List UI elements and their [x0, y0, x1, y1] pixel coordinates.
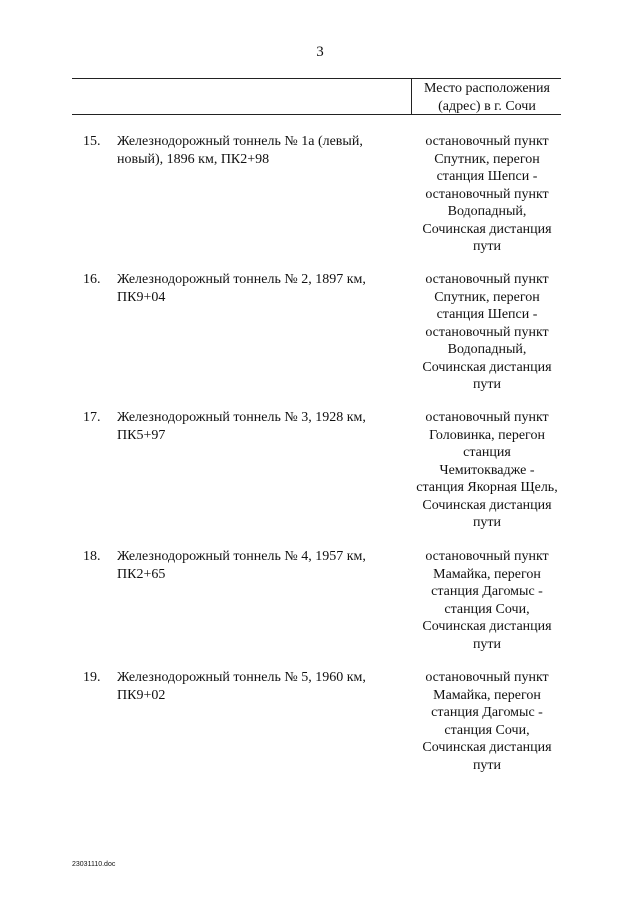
tunnel-description	[117, 548, 401, 583]
location-line: станция Дагомыс -	[431, 584, 543, 599]
description-line: новый), 1896 км, ПК2+98	[117, 151, 270, 167]
location-line: Спутник, перегон	[434, 151, 540, 167]
location-line: остановочный пункт	[425, 186, 549, 202]
description-line: Железнодорожный тоннель № 3, 1928 км,	[117, 410, 366, 425]
location-line: остановочный пункт	[425, 134, 549, 149]
location-line: Спутник, перегон	[434, 289, 540, 305]
location-line: Сочинская дистанция	[422, 497, 552, 513]
location-line: остановочный пункт	[425, 549, 549, 564]
description-line: Железнодорожный тоннель № 1а (левый,	[117, 134, 363, 149]
location-line: остановочный пункт	[425, 670, 549, 685]
tunnel-location	[413, 669, 561, 774]
location-line: станция Якорная Щель,	[416, 480, 558, 495]
location-line: пути	[472, 239, 502, 254]
description-line: ПК5+97	[117, 427, 166, 443]
location-line: Сочинская дистанция	[422, 740, 552, 755]
location-line: пути	[472, 636, 502, 652]
location-line: остановочный пункт	[425, 324, 549, 340]
tunnel-location	[413, 271, 561, 394]
description-line: ПК2+65	[117, 566, 166, 582]
tunnel-description	[117, 669, 401, 704]
row-number: 15.	[83, 134, 101, 149]
location-line: Водопадный,	[447, 204, 527, 219]
tunnel-description	[117, 409, 401, 444]
description-line: ПК9+04	[117, 289, 166, 305]
location-line: Чемитоквадже -	[439, 462, 535, 478]
description-line: ПК9+02	[117, 687, 166, 703]
page-number: 3	[316, 44, 324, 60]
location-line: остановочный пункт	[425, 410, 549, 425]
row-number: 18.	[83, 549, 101, 564]
description-line: Железнодорожный тоннель № 4, 1957 км,	[117, 549, 366, 564]
location-line: станция	[463, 445, 511, 460]
location-line: Сочинская дистанция	[422, 359, 552, 375]
table-top-rule	[72, 78, 561, 79]
location-line: станция Сочи,	[444, 601, 530, 617]
location-line: остановочный пункт	[425, 272, 549, 287]
tunnel-location	[413, 548, 561, 653]
location-line: Сочинская дистанция	[422, 221, 552, 237]
tunnel-description	[117, 271, 401, 306]
tunnel-location	[413, 133, 561, 256]
header-column-separator	[411, 78, 412, 114]
location-line: Головинка, перегон	[429, 427, 545, 443]
location-header-line: Место расположения	[424, 81, 550, 96]
location-line: пути	[472, 515, 502, 530]
description-line: Железнодорожный тоннель № 5, 1960 км,	[117, 670, 366, 685]
location-column-header	[413, 80, 561, 115]
location-line: Мамайка, перегон	[433, 566, 541, 582]
tunnel-description	[117, 133, 401, 168]
location-line: пути	[472, 757, 502, 773]
row-number: 19.	[83, 670, 101, 685]
location-line: станция Сочи,	[444, 722, 530, 738]
row-number: 16.	[83, 272, 101, 287]
description-line: Железнодорожный тоннель № 2, 1897 км,	[117, 272, 366, 287]
location-header-line: (адрес) в г. Сочи	[438, 98, 536, 114]
row-number: 17.	[83, 410, 101, 425]
location-line: станция Шепси -	[436, 307, 538, 322]
location-line: Мамайка, перегон	[433, 687, 541, 703]
document-filename: 23031110.doc	[72, 861, 116, 868]
location-line: Сочинская дистанция	[422, 619, 552, 634]
location-line: Водопадный,	[447, 342, 527, 357]
location-line: станция Дагомыс -	[431, 705, 543, 720]
location-line: пути	[472, 377, 502, 392]
location-line: станция Шепси -	[436, 169, 538, 184]
tunnel-location	[413, 409, 561, 532]
